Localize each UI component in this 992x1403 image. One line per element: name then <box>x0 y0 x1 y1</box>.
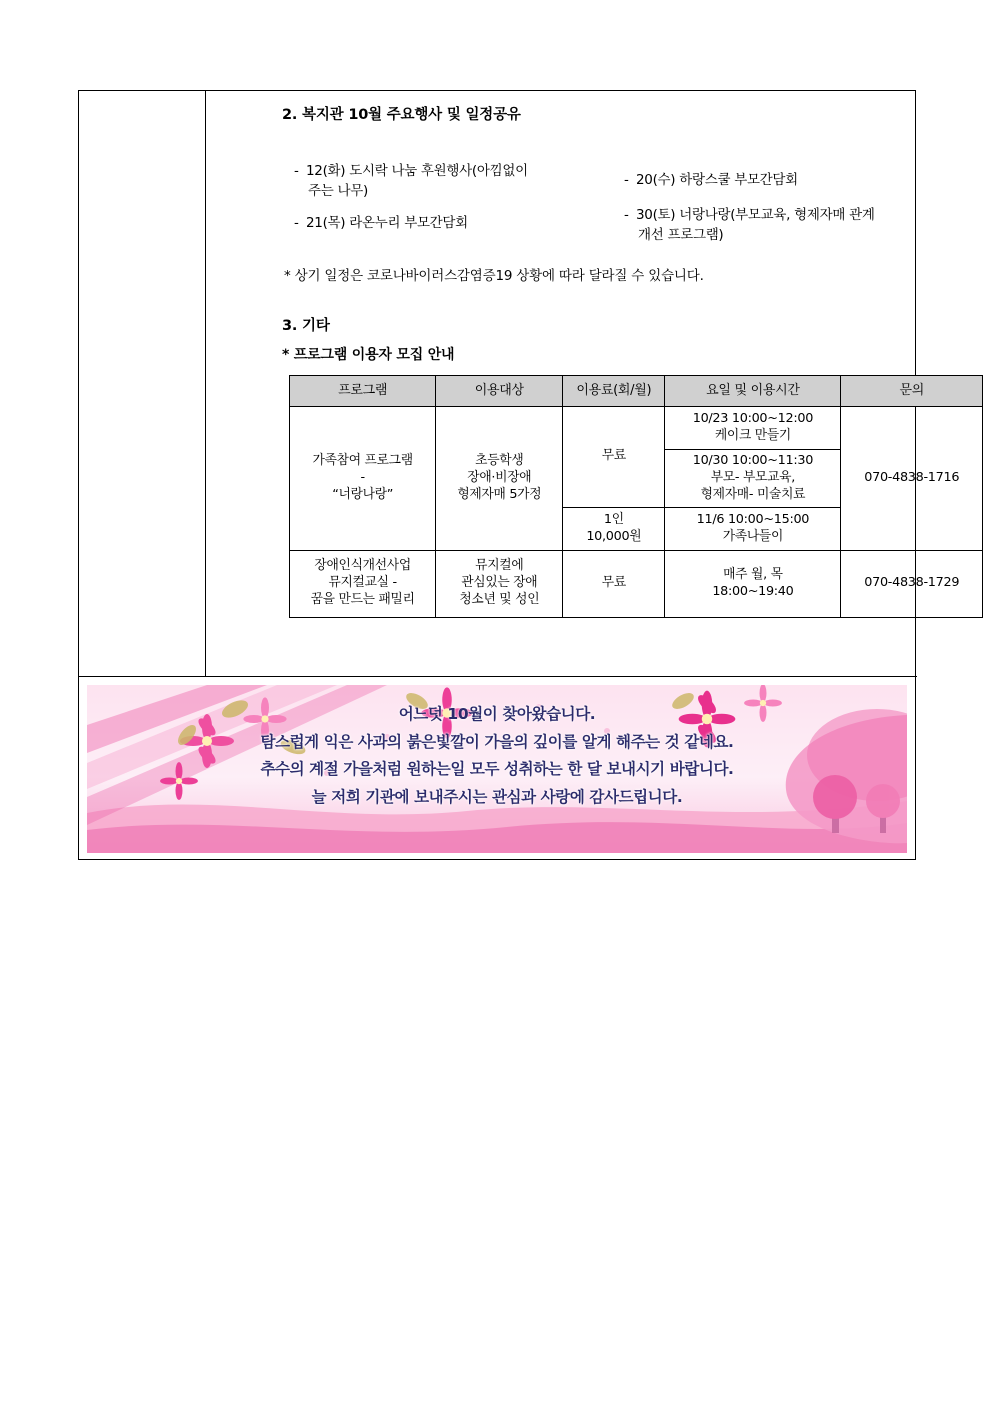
event-text-cont: 개선 프로그램) <box>638 226 724 243</box>
events-list <box>282 162 903 258</box>
cell-fee: 무료 <box>563 407 665 508</box>
cell-schedule: 10/23 10:00~12:00 케이크 만들기 <box>665 407 841 450</box>
event-text-cont: 주는 나무) <box>308 182 368 199</box>
event-text: 30(토) 너랑나랑(부모교육, 형제자매 관계 <box>636 207 875 223</box>
section2-heading: 2. 복지관 10월 주요행사 및 일정공유 <box>282 107 521 123</box>
column-header-contact: 문의 <box>841 376 983 407</box>
program-table <box>289 375 983 618</box>
cell-program: 장애인식개선사업 뮤지컬교실 - 꿈을 만드는 패밀리 <box>290 550 436 617</box>
column-header-fee: 이용료(회/월) <box>563 376 665 407</box>
column-header-target: 이용대상 <box>436 376 563 407</box>
cell-schedule: 10/30 10:00~11:30 부모- 부모교육, 형제자매- 미술치료 <box>665 450 841 508</box>
section3-subheading: * 프로그램 이용자 모집 안내 <box>282 347 455 363</box>
event-text: 12(화) 도시락 나눔 후원행사(아낌없이 <box>306 163 528 179</box>
cell-schedule: 11/6 10:00~15:00 가족나들이 <box>665 507 841 550</box>
event-dash: - <box>294 215 299 231</box>
cell-contact: 070-4838-1716 <box>841 407 983 551</box>
cell-schedule: 매주 월, 목 18:00~19:40 <box>665 550 841 617</box>
section2-note: * 상기 일정은 코로나바이러스감염증19 상황에 따라 달라질 수 있습니다. <box>284 268 704 284</box>
column-header-program: 프로그램 <box>290 376 436 407</box>
cell-target: 초등학생 장애·비장애 형제자매 5가정 <box>436 407 563 551</box>
banner-line: 늘 저희 기관에 보내주시는 관심과 사랑에 감사드립니다. <box>311 787 683 806</box>
cell-contact: 070-4838-1729 <box>841 550 983 617</box>
banner-message <box>87 701 907 811</box>
event-item <box>624 206 974 245</box>
document-page <box>78 90 960 860</box>
seasonal-banner <box>87 685 907 853</box>
event-dash: - <box>624 207 629 223</box>
event-text: 20(수) 하랑스쿨 부모간담회 <box>636 172 798 188</box>
event-item <box>294 214 624 234</box>
table-header-row <box>290 376 983 407</box>
event-item <box>624 171 964 191</box>
banner-line: 탐스럽게 익은 사과의 붉은빛깔이 가을의 깊이를 알게 해주는 것 같네요. <box>260 732 734 751</box>
event-dash: - <box>624 172 629 188</box>
event-dash: - <box>294 163 299 179</box>
event-text: 21(목) 라온누리 부모간담회 <box>306 215 468 231</box>
cell-fee: 1인 10,000원 <box>563 507 665 550</box>
event-item <box>294 162 624 201</box>
cell-program: 가족참여 프로그램 - “너랑나랑” <box>290 407 436 551</box>
content-column <box>206 91 960 676</box>
banner-line: 어느덧 10월이 찾아왔습니다. <box>398 705 596 723</box>
cell-target: 뮤지컬에 관심있는 장애 청소년 및 성인 <box>436 550 563 617</box>
table-row <box>290 550 983 617</box>
banner-line: 추수의 계절 가을처럼 원하는일 모두 성취하는 한 달 보내시기 바랍니다. <box>260 760 734 779</box>
column-header-schedule: 요일 및 이용시간 <box>665 376 841 407</box>
table-row <box>290 407 983 450</box>
section3-heading: 3. 기타 <box>282 318 330 334</box>
content-bottom-divider <box>79 676 917 677</box>
cell-fee: 무료 <box>563 550 665 617</box>
